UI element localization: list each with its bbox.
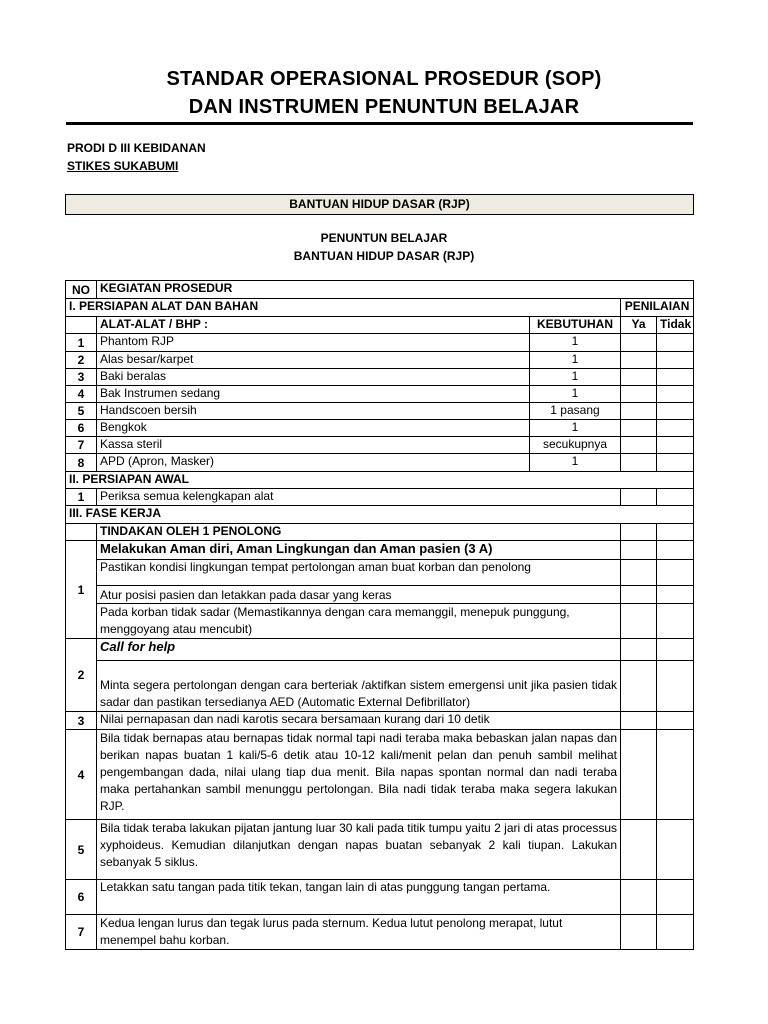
ya-checkbox-cell[interactable] [621,541,657,560]
table-row [66,880,694,915]
ya-checkbox-cell[interactable] [621,369,657,386]
tidak-checkbox-cell[interactable] [657,820,694,880]
table-row [66,820,694,880]
row-number: 7 [66,437,97,454]
table-row [66,369,694,386]
procedure-banner: BANTUAN HIDUP DASAR (RJP) [65,194,694,215]
section-row [66,506,694,524]
ya-checkbox-cell[interactable] [621,820,657,880]
table-row [66,730,694,820]
ya-checkbox-cell[interactable] [621,386,657,403]
section-fase-kerja: III. FASE KERJA [66,506,694,524]
table-row [66,454,694,472]
ya-header: Ya [621,317,657,334]
row-number: 7 [66,915,97,950]
ya-checkbox-cell[interactable] [621,586,657,604]
tidak-checkbox-cell[interactable] [657,334,694,352]
document-title-line2: DAN INSTRUMEN PENUNTUN BELAJAR [188,96,580,118]
tool-name: Handscoen bersih [97,403,530,420]
alat-header: ALAT-ALAT / BHP : [97,317,530,334]
row-number: 2 [66,639,97,712]
ya-checkbox-cell[interactable] [621,334,657,352]
tool-name: Baki beralas [97,369,530,386]
tool-qty: 1 [530,454,621,472]
ya-checkbox-cell[interactable] [621,880,657,915]
step-text: Minta segera pertolongan dengan cara berteriak /aktifkan sistem emergensi unit jika pasien tidak sadar dan pastikan tersedianya AED (Automatic External Defibrillator) [97,661,621,712]
prodi-label: PRODI D III KEBIDANAN [67,141,206,155]
row-number: 3 [66,369,97,386]
table-row [66,437,694,454]
row-number: 1 [66,541,97,639]
tool-name: Kassa steril [97,437,530,454]
tidak-header: Tidak [657,317,694,334]
ya-checkbox-cell[interactable] [621,639,657,661]
tool-qty: 1 [530,352,621,369]
tidak-checkbox-cell[interactable] [657,661,694,712]
section-row [66,299,694,317]
step-heading: Melakukan Aman diri, Aman Lingkungan dan Aman pasien (3 A) [97,541,621,560]
tool-name: Bengkok [97,420,530,437]
table-row [66,639,694,661]
table-row [66,352,694,369]
tidak-checkbox-cell[interactable] [657,730,694,820]
tool-name: Bak Instrumen sedang [97,386,530,403]
row-number: 6 [66,880,97,915]
ya-checkbox-cell[interactable] [621,524,657,541]
ya-checkbox-cell[interactable] [621,352,657,369]
table-header-row [66,281,694,299]
col-no-header: NO [66,281,97,299]
tidak-checkbox-cell[interactable] [657,639,694,661]
table-row [66,403,694,420]
tidak-checkbox-cell[interactable] [657,524,694,541]
row-number: 1 [66,334,97,352]
step-text: Bila tidak teraba lakukan pijatan jantung luar 30 kali pada titik tumpu yaitu 2 jari di atas processus xyphoideus. Kemudian dilanjutkan dengan napas buatan sebanyak 2 kali tiupan. Lakukan sebanyak 5 siklus. [97,820,621,880]
table-row [66,661,694,712]
tidak-checkbox-cell[interactable] [657,586,694,604]
row-number: 5 [66,820,97,880]
row-number: 5 [66,403,97,420]
tidak-checkbox-cell[interactable] [657,880,694,915]
tidak-checkbox-cell[interactable] [657,915,694,950]
tidak-checkbox-cell[interactable] [657,712,694,730]
subtitle-line2: BANTUAN HIDUP DASAR (RJP) [293,249,475,263]
table-row [66,712,694,730]
tool-qty: 1 [530,386,621,403]
step-text: Periksa semua kelengkapan alat [97,489,621,506]
ya-checkbox-cell[interactable] [621,489,657,506]
tool-qty: 1 [530,420,621,437]
table-row [66,586,694,604]
step-text: Letakkan satu tangan pada titik tekan, tangan lain di atas punggung tangan pertama. [97,880,621,915]
tidak-checkbox-cell[interactable] [657,352,694,369]
ya-checkbox-cell[interactable] [621,915,657,950]
tidak-checkbox-cell[interactable] [657,437,694,454]
tidak-checkbox-cell[interactable] [657,560,694,586]
step-text: Pastikan kondisi lingkungan tempat pertolongan aman buat korban dan penolong [97,560,621,586]
tool-qty: 1 [530,334,621,352]
tool-qty: 1 pasang [530,403,621,420]
row-number: 3 [66,712,97,730]
tool-qty: secukupnya [530,437,621,454]
tidak-checkbox-cell[interactable] [657,369,694,386]
row-number: 8 [66,454,97,472]
row-number: 4 [66,386,97,403]
table-row [66,386,694,403]
table-row [66,334,694,352]
step-text: Nilai pernapasan dan nadi karotis secara bersamaan kurang dari 10 detik [97,712,621,730]
empty-cell [66,317,97,334]
tidak-checkbox-cell[interactable] [657,420,694,437]
section-row [66,472,694,489]
institution-label: STIKES SUKABUMI [67,159,179,173]
tidak-checkbox-cell[interactable] [657,454,694,472]
table-row [66,915,694,950]
ya-checkbox-cell[interactable] [621,712,657,730]
tindakan-label: TINDAKAN OLEH 1 PENOLONG [97,524,621,541]
step-heading: Call for help [97,639,621,661]
tidak-checkbox-cell[interactable] [657,489,694,506]
step-text: Bila tidak bernapas atau bernapas tidak normal tapi nadi teraba maka bebaskan jalan napas dan berikan napas buatan 1 kali/5-6 detik atau 10-12 kali/menit pelan dan penuh sambil melihat pengembangan dada, nilai ulang tiap dua menit. Bila napas spontan normal dan nadi teraba maka pertahankan sambil menunggu pertolongan. Bila nadi tidak teraba maka segera lakukan RJP. [97,730,621,820]
tool-qty: 1 [530,369,621,386]
tidak-checkbox-cell[interactable] [657,541,694,560]
tidak-checkbox-cell[interactable] [657,403,694,420]
table-row [66,560,694,586]
subtitle-line1: PENUNTUN BELAJAR [320,231,448,245]
table-row [66,489,694,506]
empty-cell [66,524,97,541]
tool-name: Alas besar/karpet [97,352,530,369]
tool-name: APD (Apron, Masker) [97,454,530,472]
tidak-checkbox-cell[interactable] [657,386,694,403]
ya-checkbox-cell[interactable] [621,661,657,712]
ya-checkbox-cell[interactable] [621,420,657,437]
tool-name: Phantom RJP [97,334,530,352]
table-row [66,541,694,560]
ya-checkbox-cell[interactable] [621,604,657,639]
step-text: Kedua lengan lurus dan tegak lurus pada sternum. Kedua lutut penolong merapat, lutut menempel bahu korban. [97,915,621,950]
section-persiapan-awal: II. PERSIAPAN AWAL [66,472,694,489]
penilaian-header: PENILAIAN [621,299,694,317]
table-row [66,524,694,541]
ya-checkbox-cell[interactable] [621,454,657,472]
tools-header-row [66,317,694,334]
tidak-checkbox-cell[interactable] [657,604,694,639]
table-row [66,604,694,639]
ya-checkbox-cell[interactable] [621,560,657,586]
table-row [66,420,694,437]
ya-checkbox-cell[interactable] [621,403,657,420]
title-divider [66,122,693,125]
step-text: Atur posisi pasien dan letakkan pada dasar yang keras [97,586,621,604]
kebutuhan-header: KEBUTUHAN [530,317,621,334]
procedure-table [65,280,694,950]
col-kegiatan-header: KEGIATAN PROSEDUR [97,281,694,299]
document-title-line1: STANDAR OPERASIONAL PROSEDUR (SOP) [166,68,602,90]
row-number: 6 [66,420,97,437]
row-number: 4 [66,730,97,820]
step-text: Pada korban tidak sadar (Memastikannya dengan cara memanggil, menepuk punggung, menggoyang atau mencubit) [97,604,621,639]
ya-checkbox-cell[interactable] [621,730,657,820]
ya-checkbox-cell[interactable] [621,437,657,454]
row-number: 2 [66,352,97,369]
row-number: 1 [66,489,97,506]
section-persiapan-alat: I. PERSIAPAN ALAT DAN BAHAN [66,299,621,317]
